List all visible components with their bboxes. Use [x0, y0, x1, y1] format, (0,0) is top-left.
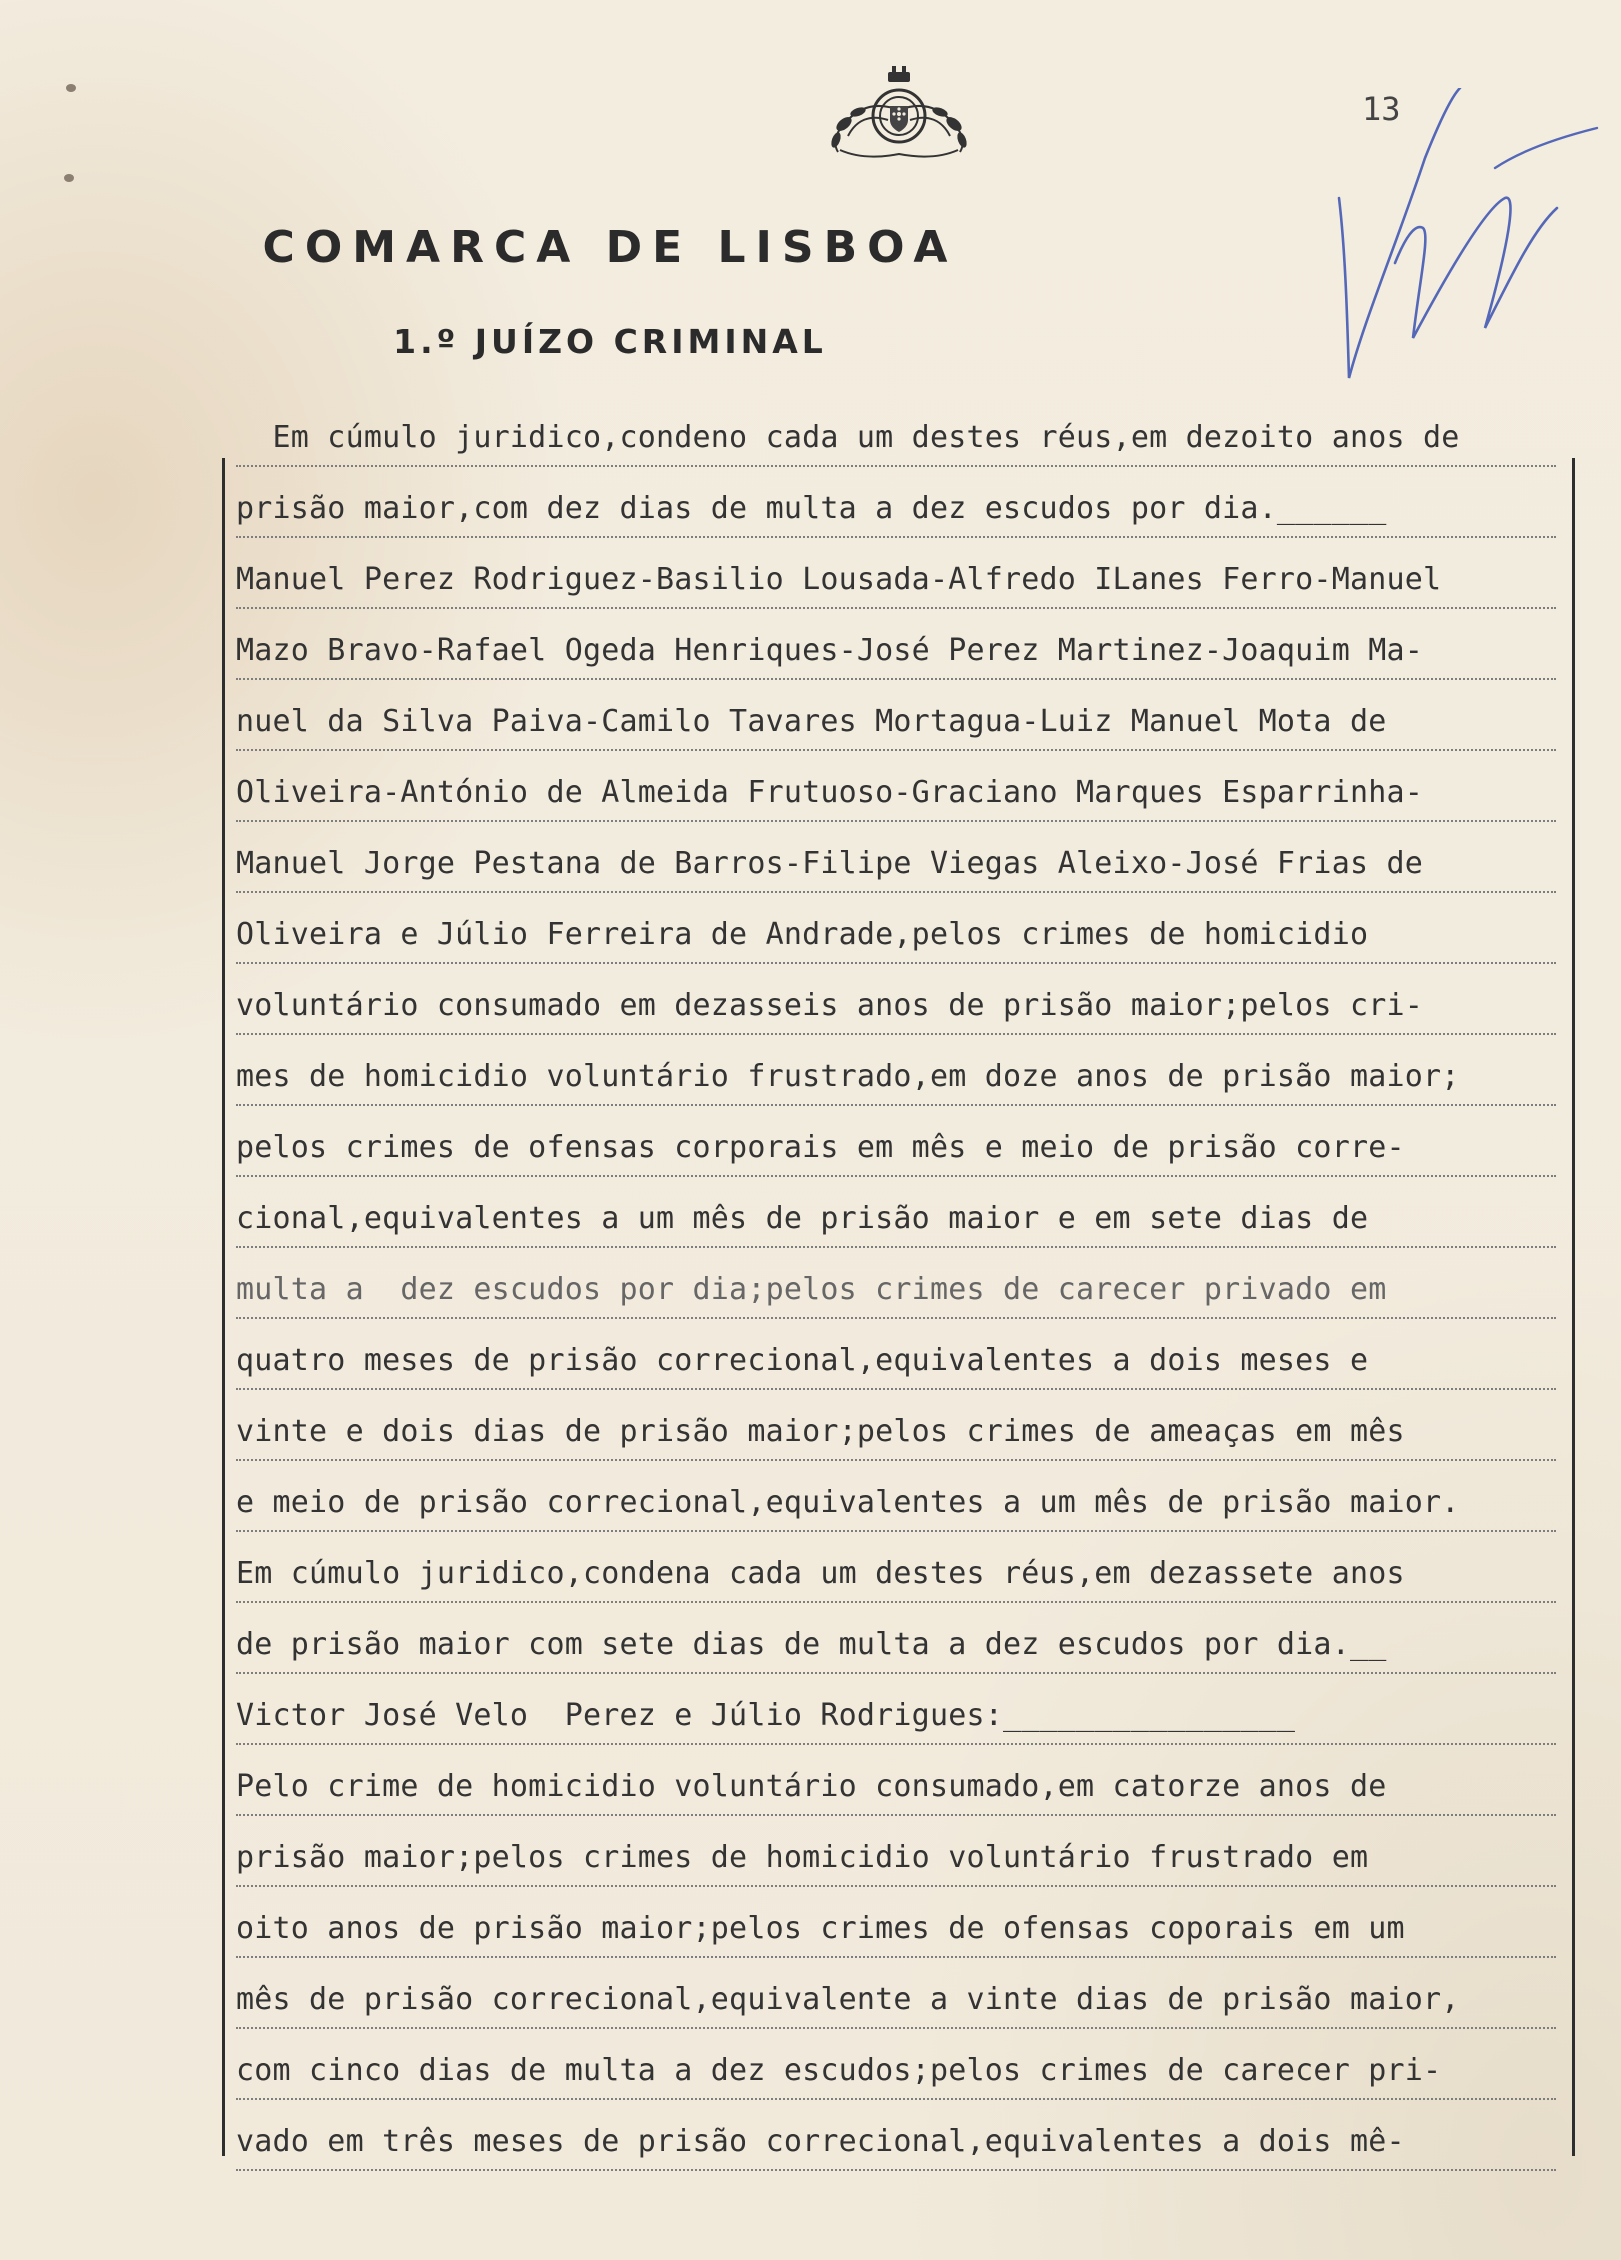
text-line: cional,equivalentes a um mês de prisão maior e em sete dias de [236, 1189, 1596, 1260]
court-section: 1.º JUÍZO CRIMINAL [393, 322, 827, 361]
text-line: oito anos de prisão maior;pelos crimes de ofensas coporais em um [236, 1899, 1596, 1970]
text-line: e meio de prisão correcional,equivalentes a um mês de prisão maior. [236, 1473, 1596, 1544]
left-margin-rule [222, 458, 225, 2156]
text-line: voluntário consumado em dezasseis anos de prisão maior;pelos cri- [236, 976, 1596, 1047]
text-line: de prisão maior com sete dias de multa a dez escudos por dia.__ [236, 1615, 1596, 1686]
text-line: mes de homicidio voluntário frustrado,em doze anos de prisão maior; [236, 1047, 1596, 1118]
text-line: vado em três meses de prisão correcional,equivalentes a dois mê- [236, 2112, 1596, 2183]
text-line: Manuel Perez Rodriguez-Basilio Lousada-Alfredo ILanes Ferro-Manuel [236, 550, 1596, 621]
text-line: Pelo crime de homicidio voluntário consumado,em catorze anos de [236, 1757, 1596, 1828]
punch-hole-mark [64, 174, 74, 182]
text-line: Oliveira-António de Almeida Frutuoso-Graciano Marques Esparrinha- [236, 763, 1596, 834]
text-line: prisão maior;pelos crimes de homicidio voluntário frustrado em [236, 1828, 1596, 1899]
text-line: pelos crimes de ofensas corporais em mês e meio de prisão corre- [236, 1118, 1596, 1189]
text-line: Oliveira e Júlio Ferreira de Andrade,pelos crimes de homicidio [236, 905, 1596, 976]
punch-hole-mark [66, 84, 76, 92]
text-line: prisão maior,com dez dias de multa a dez escudos por dia.______ [236, 479, 1596, 550]
document-body [236, 408, 1596, 2183]
text-line: multa a dez escudos por dia;pelos crimes de carecer privado em [236, 1260, 1596, 1331]
text-line: Manuel Jorge Pestana de Barros-Filipe Viegas Aleixo-José Frias de [236, 834, 1596, 905]
page-number: 13 [1362, 90, 1401, 128]
text-line: quatro meses de prisão correcional,equivalentes a dois meses e [236, 1331, 1596, 1402]
text-line: nuel da Silva Paiva-Camilo Tavares Mortagua-Luiz Manuel Mota de [236, 692, 1596, 763]
text-line: Em cúmulo juridico,condena cada um destes réus,em dezassete anos [236, 1544, 1596, 1615]
text-line: vinte e dois dias de prisão maior;pelos crimes de ameaças em mês [236, 1402, 1596, 1473]
text-line: mês de prisão correcional,equivalente a vinte dias de prisão maior, [236, 1970, 1596, 2041]
coat-of-arms-icon [818, 62, 980, 160]
text-line: com cinco dias de multa a dez escudos;pelos crimes de carecer pri- [236, 2041, 1596, 2112]
court-title: COMARCA DE LISBOA [262, 222, 958, 273]
text-line: Victor José Velo Perez e Júlio Rodrigues:________________ [236, 1686, 1596, 1757]
text-line: Mazo Bravo-Rafael Ogeda Henriques-José Perez Martinez-Joaquim Ma- [236, 621, 1596, 692]
text-line: Em cúmulo juridico,condeno cada um destes réus,em dezoito anos de [236, 408, 1596, 479]
